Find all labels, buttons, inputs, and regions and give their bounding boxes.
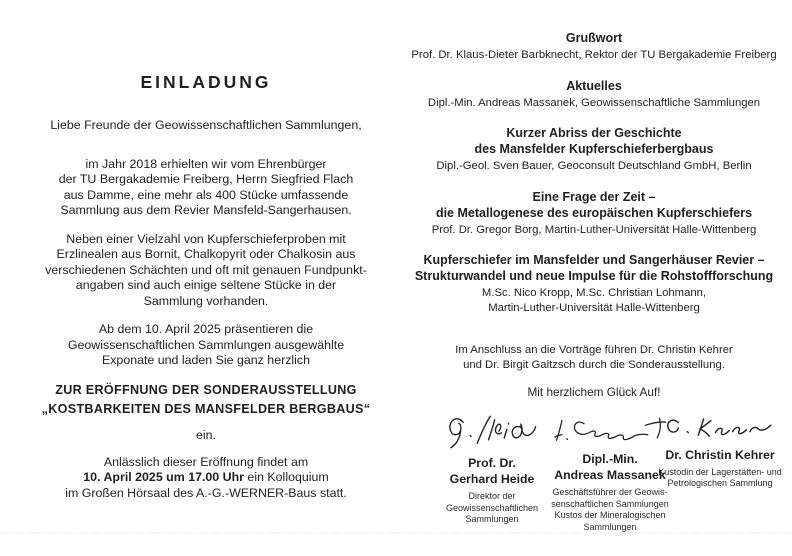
signatory-name: Dipl.-Min. Andreas Massanek: [554, 452, 666, 482]
program-speaker: M.Sc. Nico Kropp, M.Sc. Christian Lohmann,: [481, 287, 707, 299]
text-line: Neben einer Vielzahl von Kupferschieferproben mit: [66, 231, 346, 246]
exhibition-announcement: [24, 381, 388, 419]
signatory-role: Kustodin der Lagerstätten- und Petrologischen Sammlung: [658, 466, 782, 488]
signatory-name: Prof. Dr. Gerhard Heide: [449, 456, 535, 486]
text-line: [24, 470, 388, 486]
text-line: und Dr. Birgit Gaitzsch durch die Sonderausstellung.: [463, 358, 725, 371]
program-item: [398, 30, 790, 63]
text-line: Anlässlich dieser Eröffnung findet am: [103, 454, 309, 469]
ein-word: ein.: [196, 427, 216, 442]
paragraph-exhibition-invite: [24, 322, 388, 369]
program-title: die Metallogenese des europäischen Kupferschiefers: [435, 205, 753, 220]
program-title: Aktuelles: [566, 78, 622, 93]
left-page: [24, 72, 388, 501]
paragraph-collection-contents: [24, 232, 388, 310]
program-title: des Mansfelder Kupferschieferbergbaus: [474, 142, 714, 156]
program-speaker: Prof. Dr. Klaus-Dieter Barbknecht, Rektor der TU Bergakademie Freiberg: [411, 49, 777, 61]
program-speaker: Dipl.-Min. Andreas Massanek, Geowissenschaftliche Sammlungen: [427, 96, 761, 109]
tour-note: [398, 343, 790, 372]
signatory-role: Geschäftsführer der Geowis- senschaftlichen Sammlungen Kustos der Mineralogischen Sammlungen: [551, 487, 669, 532]
program-title: Grußwort: [565, 31, 623, 45]
text-line: Sammlung vorhanden.: [143, 293, 269, 308]
program-title: Kurzer Abriss der Geschichte: [506, 126, 682, 140]
signatory-role: Direktor der Geowissenschaftlichen Sammlungen: [445, 491, 539, 524]
program-speaker: Prof. Dr. Gregor Borg, Martin-Luther-Universität Halle-Wittenberg: [431, 223, 757, 236]
event-datetime: 10. April 2025 um 17.00 Uhr: [83, 470, 244, 484]
text-line: Exponate und laden Sie ganz herzlich: [101, 353, 311, 367]
text-line: der TU Bergakademie Freiberg, Herrn Siegfried Flach: [58, 172, 354, 186]
text-line: aus Damme, eine mehr als 400 Stücke umfassende: [63, 187, 349, 202]
event-location: im Großen Hörsaal des A.-G.-WERNER-Baus statt.: [65, 485, 347, 500]
signatory-kehrer: [650, 411, 790, 490]
signatory-name: Dr. Christin Kehrer: [665, 448, 775, 462]
scan-edge-artifact: [0, 532, 792, 534]
signature-block: [398, 411, 790, 539]
program-speaker: Dipl.-Geol. Sven Bauer, Geoconsult Deutschland GmbH, Berlin: [436, 160, 752, 172]
text-line: Im Anschluss an die Vorträge führen Dr. Christin Kehrer: [455, 344, 733, 356]
program-title: Kupferschiefer im Mansfelder und Sangerhäuser Revier –: [423, 253, 765, 267]
announcement-line: „KOSTBARKEITEN DES MANSFELDER BERGBAUS“: [41, 401, 371, 416]
text-line: Sammlung aus dem Revier Mansfeld-Sangerhausen.: [60, 203, 352, 217]
text-line: verschiedenen Schächten und oft mit genauen Fundpunkt-: [45, 262, 367, 277]
program-item: [398, 125, 790, 174]
text-line: im Jahr 2018 erhielten wir vom Ehrenbürger: [85, 156, 327, 171]
program-item: [398, 78, 790, 111]
program-item: [398, 189, 790, 238]
right-page: [398, 30, 790, 539]
program-title: Strukturwandel und neue Impulse für die Rohstoffforschung: [414, 269, 774, 283]
text-line: angaben sind auch einige seltene Stücke in der: [75, 278, 337, 292]
salutation: Liebe Freunde der Geowissenschaftlichen Sammlungen,: [50, 118, 362, 132]
farewell-greeting: Mit herzlichem Glück Auf!: [527, 385, 661, 399]
text-fragment: ein Kolloquium: [243, 470, 329, 484]
text-line: Erzlinealen aus Bornit, Chalkopyrit oder Chalkosin aus: [56, 247, 356, 261]
program-speaker: Martin-Luther-Universität Halle-Wittenberg: [488, 301, 700, 314]
program-item: [398, 252, 790, 315]
closing-details: [24, 455, 388, 502]
paragraph-collection-history: [24, 157, 388, 219]
announcement-line: ZUR ERÖFFNUNG DER SONDERAUSSTELLUNG: [55, 382, 357, 397]
text-line: Ab dem 10. April 2025 präsentieren die: [98, 322, 314, 336]
program-title: Eine Frage der Zeit –: [532, 189, 656, 204]
handwritten-signature-kehrer-icon: [661, 411, 779, 445]
handwritten-signature-heide-icon: [444, 411, 540, 453]
text-line: Geowissenschaftlichen Sammlungen ausgewählte: [67, 337, 345, 352]
page-title: EINLADUNG: [140, 72, 272, 92]
